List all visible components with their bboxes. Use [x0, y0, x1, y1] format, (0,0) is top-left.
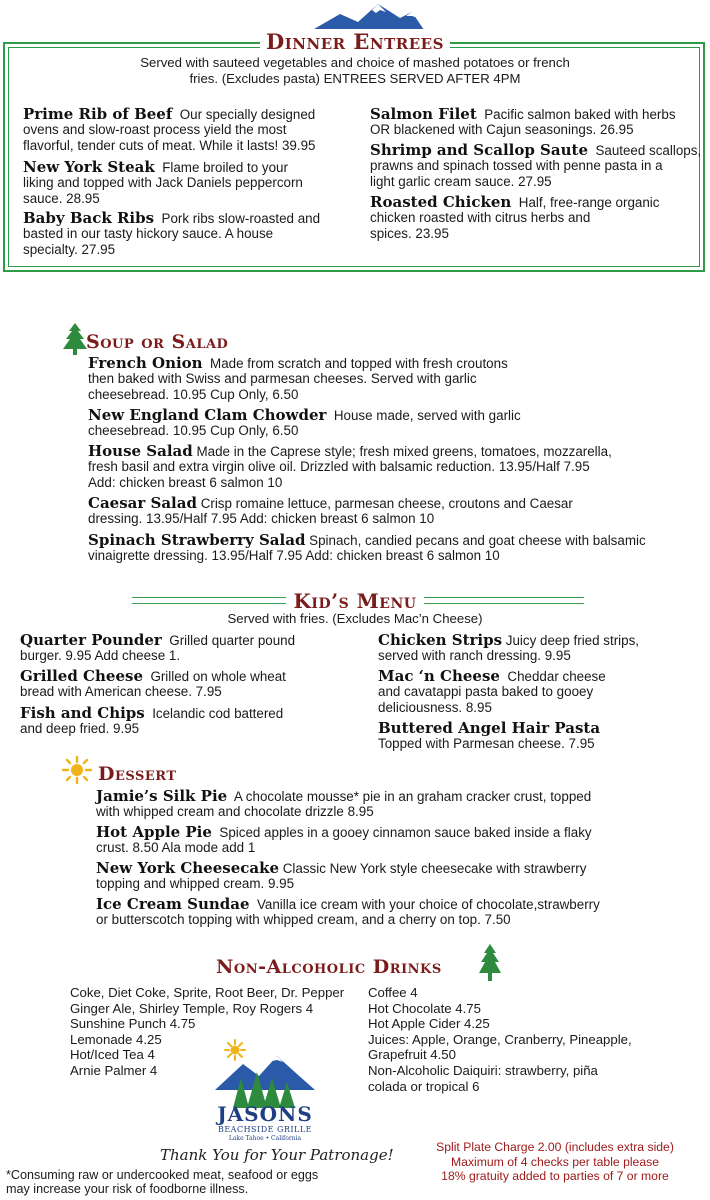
pine-tree-icon [62, 322, 88, 356]
notice-line: Maximum of 4 checks per table please [451, 1154, 659, 1169]
menu-item-baby-back-ribs: Baby Back Ribs Pork ribs slow-roasted and basted in our tasty hickory sauce. A house specialty. 27.95 [23, 209, 321, 257]
kids-intro: Served with fries. (Excludes Mac’n Cheese) [227, 611, 483, 626]
menu-item-new-york-steak: New York Steak Flame broiled to your liking and topped with Jack Daniels peppercorn sauce. 28.95 [23, 158, 303, 206]
menu-item-ice-cream-sundae: Ice Cream Sundae Vanilla ice cream with your choice of chocolate,strawberry or butterscotch topping with whipped cream, and a cherry on top. 7.50 [96, 895, 600, 928]
menu-item-chicken-strips: Chicken Strips Juicy deep fried strips, served with ranch dressing. 9.95 [378, 631, 640, 664]
logo-name: JASONS [217, 1102, 313, 1126]
food-safety-disclaimer [6, 1168, 346, 1197]
menu-item-quarter-pounder: Quarter Pounder Grilled quarter pound burger. 9.95 Add cheese 1. [20, 631, 296, 664]
drink-line: Sunshine Punch 4.75 [70, 1016, 196, 1032]
dessert-title: Dessert [98, 763, 177, 785]
drink-line: Hot/Iced Tea 4 [70, 1047, 155, 1063]
menu-item-roasted-chicken: Roasted Chicken Half, free-range organic chicken roasted with citrus herbs and spices. 23.95 [370, 193, 660, 241]
menu-item-cheesecake: New York Cheesecake Classic New York style cheesecake with strawberry topping and whipped cream. 9.95 [96, 859, 587, 892]
drink-line: Ginger Ale, Shirley Temple, Roy Rogers 4 [70, 1000, 314, 1016]
drink-line: Arnie Palmer 4 [70, 1062, 158, 1078]
menu-item-angel-hair-pasta: Buttered Angel Hair Pasta Topped with Parmesan cheese. 7.95 [378, 719, 601, 752]
logo-mountains-icon [205, 1038, 325, 1110]
menu-item-clam-chowder: New England Clam Chowder House made, served with garlic cheesebread. 10.95 Cup Only, 6.50 [88, 406, 521, 439]
dinner-intro-line: Served with sauteed vegetables and choice of mashed potatoes or french [140, 55, 570, 70]
menu-item-grilled-cheese: Grilled Cheese Grilled on whole wheat bread with American cheese. 7.95 [20, 667, 286, 700]
logo-subtitle: BEACHSIDE GRILLE [217, 1125, 313, 1134]
disclaimer-line: may increase your risk of foodborne illness. [6, 1182, 249, 1197]
split-plate-notice [405, 1140, 705, 1184]
menu-item-salmon-filet: Salmon Filet Pacific salmon baked with herbs OR blackened with Cajun seasonings. 26.95 [370, 105, 676, 138]
drink-line: Non-Alcoholic Daiquiri: strawberry, piña [368, 1062, 598, 1078]
drinks-title: Non-Alcoholic Drinks [216, 956, 442, 978]
disclaimer-line: *Consuming raw or undercooked meat, seafood or eggs [6, 1168, 319, 1182]
menu-item-spinach-strawberry-salad: Spinach Strawberry Salad Spinach, candied pecans and goat cheese with balsamic vinaigrette dressing. 13.95/Half 7.95 Add: chicken breast 6 salmon 10 [88, 531, 646, 564]
dinner-intro-line: fries. (Excludes pasta) ENTREES SERVED AFTER 4PM [189, 71, 521, 86]
drink-line: Grapefruit 4.50 [368, 1047, 456, 1063]
menu-item-french-onion: French Onion Made from scratch and topped with fresh croutons then baked with Swiss and parmesan cheeses. Served with garlic cheesebread. 10.95 Cup Only, 6.50 [88, 354, 508, 402]
drink-line: Coffee 4 [368, 985, 418, 1000]
kids-menu-title: Kid’s Menu [0, 589, 710, 613]
drink-line: Hot Apple Cider 4.25 [368, 1016, 490, 1032]
menu-item-caesar-salad: Caesar Salad Crisp romaine lettuce, parmesan cheese, croutons and Caesar dressing. 13.95/Half 7.95 Add: chicken breast 6 salmon 10 [88, 494, 573, 527]
drink-line: colada or tropical 6 [368, 1078, 480, 1094]
drink-line: Coke, Diet Coke, Sprite, Root Beer, Dr. Pepper [70, 985, 345, 1000]
drink-line: Juices: Apple, Orange, Cranberry, Pineapple, [368, 1031, 632, 1047]
menu-item-hot-apple-pie: Hot Apple Pie Spiced apples in a gooey cinnamon sauce baked inside a flaky crust. 8.50 Ala mode add 1 [96, 823, 592, 856]
notice-line: Split Plate Charge 2.00 (includes extra side) [436, 1140, 674, 1154]
logo-location: Lake Tahoe • California [228, 1135, 302, 1142]
drink-line: Hot Chocolate 4.75 [368, 1000, 481, 1016]
menu-item-fish-and-chips: Fish and Chips Icelandic cod battered and deep fried. 9.95 [20, 704, 284, 737]
jasons-logo [205, 1038, 325, 1144]
menu-item-silk-pie: Jamie’s Silk Pie A chocolate mousse* pie in an graham cracker crust, topped with whipped cream and chocolate drizzle 8.95 [96, 787, 592, 820]
soup-salad-title: Soup or Salad [86, 331, 229, 353]
dinner-entrees-title: Dinner Entrees [0, 29, 710, 54]
drink-line: Lemonade 4.25 [70, 1031, 162, 1047]
notice-line: 18% gratuity added to parties of 7 or more [441, 1169, 669, 1184]
menu-item-house-salad: House Salad Made in the Caprese style; fresh mixed greens, tomatoes, mozzarella, fresh basil and extra virgin olive oil. Drizzled with balsamic reduction. 13.95/Half 7.95 Add: chicken breast 6 salmon 10 [88, 442, 612, 490]
menu-item-mac-n-cheese: Mac ‘n Cheese Cheddar cheese and cavatappi pasta baked to gooey deliciousness. 8.95 [378, 667, 606, 715]
thank-you-message: Thank You for Your Patronage! [160, 1146, 394, 1164]
sun-icon [60, 755, 94, 785]
menu-item-prime-rib: Prime Rib of Beef Our specially designed ovens and slow-roast process yield the most flavorful, tender cuts of meat. While it lasts! 39.95 [23, 105, 316, 153]
drinks-list-right [368, 985, 703, 1094]
menu-item-shrimp-scallop: Shrimp and Scallop Saute Sauteed scallops, prawns and spinach tossed with penne pasta in a light garlic cream sauce. 27.95 [370, 141, 702, 189]
pine-tree-icon [478, 943, 502, 983]
